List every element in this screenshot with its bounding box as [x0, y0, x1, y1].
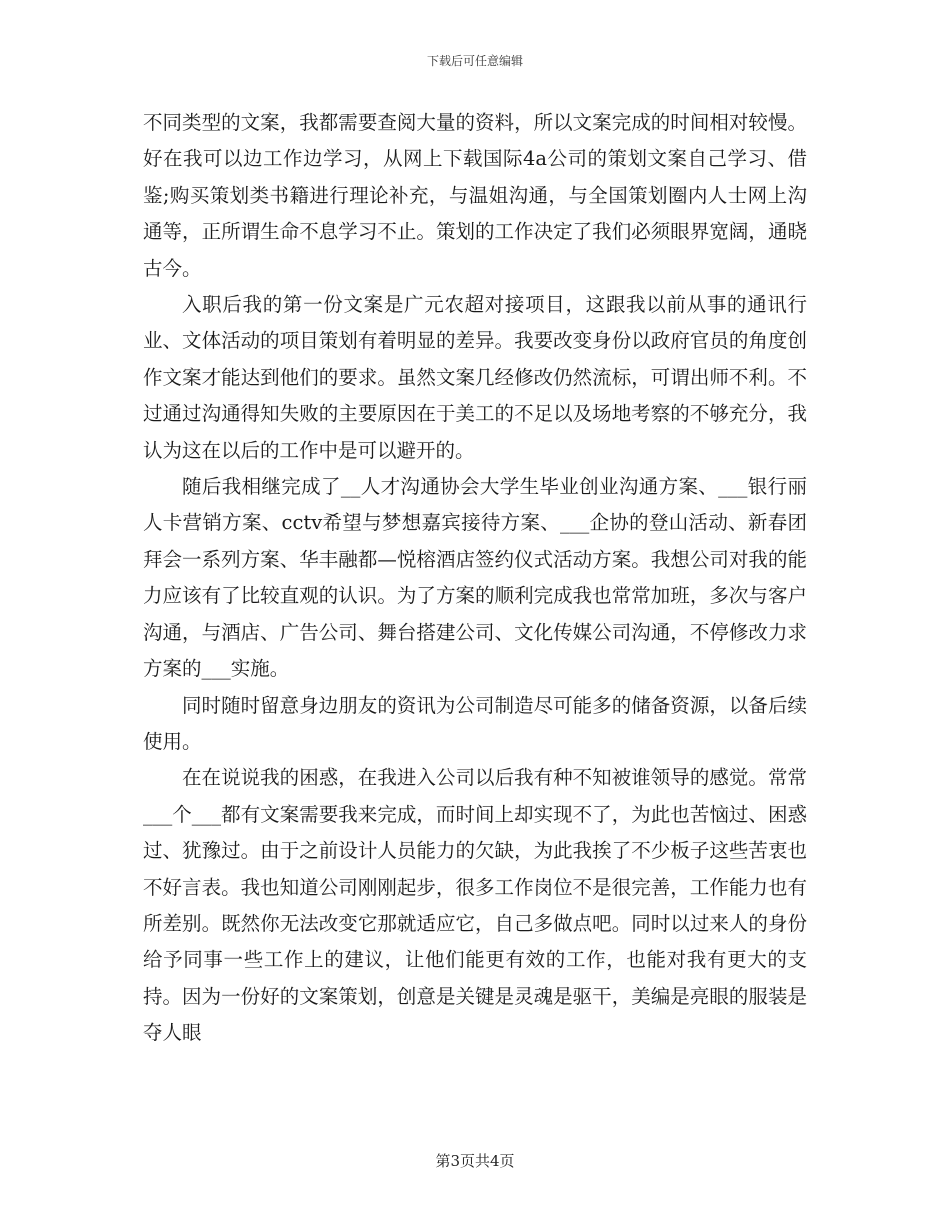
- paragraph: 同时随时留意身边朋友的资讯为公司制造尽可能多的储备资源，以备后续使用。: [143, 693, 807, 753]
- page-header: 下载后可任意编辑: [426, 54, 523, 68]
- paragraph: 随后我相继完成了__人才沟通协会大学生毕业创业沟通方案、___银行丽人卡营销方案、cctv希望与梦想嘉宾接待方案、___企协的登山活动、新春团拜会一系列方案、华丰融都—悦榕酒店签约仪式活动方案。我想公司对我的能力应该有了比较直观的认识。为了方案的顺利完成我也常常加班，多次与客户沟通，与酒店、广告公司、舞台搭建公司、文化传媒公司沟通，不停修改力求方案的___实施。: [143, 475, 807, 681]
- paragraph: 不同类型的文案，我都需要查阅大量的资料，所以文案完成的时间相对较慢。好在我可以边工作边学习，从网上下载国际4a公司的策划文案自己学习、借鉴;购买策划类书籍进行理论补充，与温姐沟通，与全国策划圈内人士网上沟通等，正所谓生命不息学习不止。策划的工作决定了我们必须眼界宽阔，通晓古今。: [143, 111, 807, 280]
- paragraph: 在在说说我的困惑，在我进入公司以后我有种不知被谁领导的感觉。常常___个___都有文案需要我来完成，而时间上却实现不了，为此也苦恼过、困惑过、犹豫过。由于之前设计人员能力的欠缺，为此我挨了不少板子这些苦衷也不好言表。我也知道公司刚刚起步，很多工作岗位不是很完善，工作能力也有所差别。既然你无法改变它那就适应它，自己多做点吧。同时以过来人的身份给予同事一些工作上的建议，让他们能更有效的工作，也能对我有更大的支持。因为一份好的文案策划，创意是关键是灵魂是驱干，美编是亮眼的服装是夺人眼: [143, 766, 807, 1045]
- page-number: 第3页共4页: [435, 1152, 515, 1170]
- document-body: [143, 105, 807, 1052]
- paragraph: 入职后我的第一份文案是广元农超对接项目，这跟我以前从事的通讯行业、文体活动的项目策划有着明显的差异。我要改变身份以政府官员的角度创作文案才能达到他们的要求。虽然文案几经修改仍然流标，可谓出师不利。不过通过沟通得知失败的主要原因在于美工的不足以及场地考察的不够充分，我认为这在以后的工作中是可以避开的。: [143, 293, 807, 462]
